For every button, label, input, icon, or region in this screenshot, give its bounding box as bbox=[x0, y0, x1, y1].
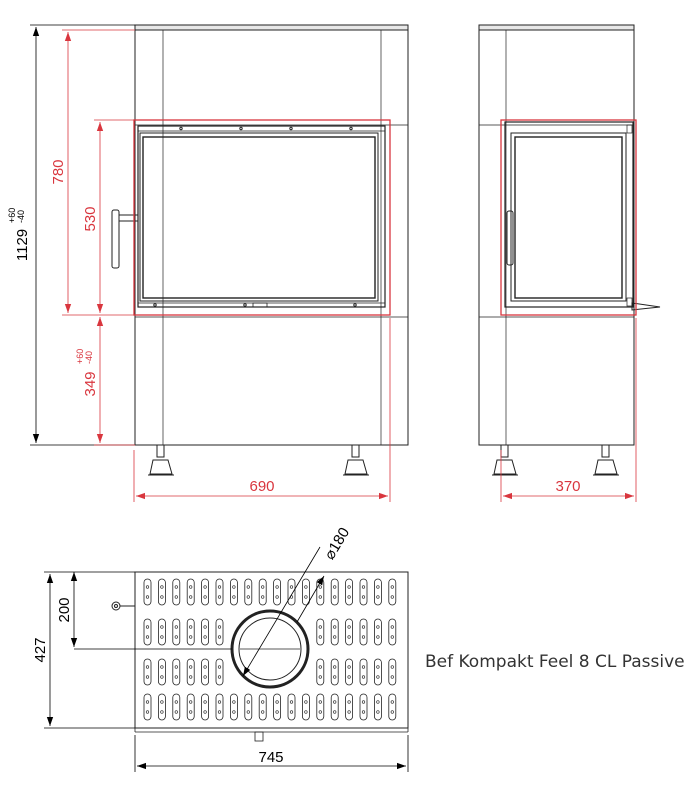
vent-hole bbox=[391, 701, 394, 704]
vent-hole bbox=[175, 711, 178, 714]
vent-slot bbox=[202, 659, 209, 685]
vent-slot bbox=[331, 659, 338, 685]
vent-slot bbox=[259, 579, 266, 605]
vent-slot bbox=[389, 619, 396, 645]
vent-slot bbox=[389, 694, 396, 720]
vent-hole bbox=[377, 676, 380, 679]
vent-slot bbox=[144, 694, 151, 720]
vent-hole bbox=[175, 626, 178, 629]
vent-hole bbox=[348, 666, 351, 669]
vent-hole bbox=[161, 701, 164, 704]
vent-hole bbox=[377, 586, 380, 589]
door-bottom-height-tol-minus: -40 bbox=[84, 350, 94, 364]
vent-hole bbox=[348, 586, 351, 589]
vent-hole bbox=[247, 701, 250, 704]
vent-hole bbox=[377, 701, 380, 704]
vent-hole bbox=[348, 636, 351, 639]
vent-hole bbox=[333, 701, 336, 704]
vent-hole bbox=[377, 636, 380, 639]
vent-slot bbox=[360, 579, 367, 605]
vent-slot bbox=[374, 694, 381, 720]
vent-hole bbox=[189, 676, 192, 679]
side-door-frame-highlight bbox=[501, 120, 636, 315]
vent-hole bbox=[204, 626, 207, 629]
vent-hole bbox=[333, 586, 336, 589]
vent-hole bbox=[391, 676, 394, 679]
vent-slot bbox=[202, 579, 209, 605]
vent-hole bbox=[175, 701, 178, 704]
door-height-label: 530 bbox=[82, 206, 99, 232]
vent-hole bbox=[391, 596, 394, 599]
vent-slot bbox=[317, 659, 324, 685]
vent-hole bbox=[218, 596, 221, 599]
vent-slot bbox=[202, 619, 209, 645]
vent-slot bbox=[389, 579, 396, 605]
vent-hole bbox=[146, 666, 149, 669]
vent-hole bbox=[348, 676, 351, 679]
vent-hole bbox=[161, 711, 164, 714]
vent-slot bbox=[216, 579, 223, 605]
vent-hole bbox=[218, 626, 221, 629]
total-height-tol-minus: -40 bbox=[16, 209, 26, 223]
side-view bbox=[479, 25, 660, 475]
vent-slot bbox=[374, 619, 381, 645]
vent-hole bbox=[146, 596, 149, 599]
door-bottom-height-label bbox=[75, 349, 99, 397]
vent-slot bbox=[389, 659, 396, 685]
vent-hole bbox=[146, 711, 149, 714]
vent-slot bbox=[144, 619, 151, 645]
total-height-tol-plus: +60 bbox=[7, 207, 17, 223]
vent-hole bbox=[175, 666, 178, 669]
vent-hole bbox=[276, 711, 279, 714]
vent-hole bbox=[305, 596, 308, 599]
vent-hole bbox=[204, 676, 207, 679]
vent-hole bbox=[204, 666, 207, 669]
vent-hole bbox=[204, 586, 207, 589]
vent-hole bbox=[233, 586, 236, 589]
vent-hole bbox=[161, 596, 164, 599]
vent-hole bbox=[319, 596, 322, 599]
vent-hole bbox=[362, 666, 365, 669]
vent-hole bbox=[247, 586, 250, 589]
vent-hole bbox=[161, 626, 164, 629]
vent-hole bbox=[261, 711, 264, 714]
vent-slot bbox=[302, 694, 309, 720]
top-depth-label: 427 bbox=[32, 637, 49, 663]
vent-slot bbox=[173, 659, 180, 685]
vent-hole bbox=[161, 636, 164, 639]
vent-hole bbox=[218, 586, 221, 589]
vent-slot bbox=[274, 579, 281, 605]
vent-hole bbox=[146, 586, 149, 589]
vent-slot bbox=[144, 579, 151, 605]
vent-hole bbox=[333, 636, 336, 639]
flue-diameter-label: ⌀180 bbox=[321, 524, 354, 563]
vent-hole bbox=[204, 596, 207, 599]
vent-slot bbox=[331, 579, 338, 605]
vent-slot bbox=[158, 579, 165, 605]
vent-slot bbox=[360, 694, 367, 720]
vent-hole bbox=[204, 711, 207, 714]
vent-hole bbox=[362, 596, 365, 599]
vent-hole bbox=[261, 701, 264, 704]
vent-slot bbox=[274, 694, 281, 720]
red-dimensions bbox=[62, 30, 636, 502]
vent-slot bbox=[331, 694, 338, 720]
vent-hole bbox=[290, 711, 293, 714]
vent-hole bbox=[391, 586, 394, 589]
vent-slot bbox=[259, 694, 266, 720]
vent-slot bbox=[230, 579, 237, 605]
vent-hole bbox=[204, 636, 207, 639]
vent-hole bbox=[175, 596, 178, 599]
total-height-value: 1129 bbox=[14, 228, 31, 262]
vent-hole bbox=[233, 701, 236, 704]
vent-hole bbox=[333, 626, 336, 629]
vent-hole bbox=[189, 596, 192, 599]
vent-slot bbox=[317, 694, 324, 720]
vent-hole bbox=[348, 701, 351, 704]
vent-hole bbox=[233, 711, 236, 714]
vent-hole bbox=[362, 676, 365, 679]
vent-hole bbox=[290, 586, 293, 589]
total-height-label bbox=[7, 208, 31, 261]
vent-slot bbox=[346, 694, 353, 720]
vent-hole bbox=[218, 636, 221, 639]
vent-hole bbox=[276, 701, 279, 704]
vent-slot bbox=[288, 579, 295, 605]
door-top-height-label: 780 bbox=[50, 159, 67, 185]
vent-hole bbox=[189, 701, 192, 704]
vent-slot bbox=[187, 619, 194, 645]
front-width-label: 690 bbox=[249, 478, 275, 495]
vent-slot bbox=[187, 694, 194, 720]
vent-slot bbox=[288, 694, 295, 720]
vent-hole bbox=[189, 586, 192, 589]
vent-hole bbox=[305, 586, 308, 589]
vent-hole bbox=[348, 711, 351, 714]
vent-hole bbox=[319, 676, 322, 679]
vent-slot bbox=[173, 694, 180, 720]
vent-hole bbox=[146, 701, 149, 704]
vent-hole bbox=[333, 666, 336, 669]
vent-hole bbox=[233, 596, 236, 599]
vent-hole bbox=[276, 586, 279, 589]
vent-slot bbox=[216, 694, 223, 720]
vent-slot bbox=[245, 579, 252, 605]
vent-hole bbox=[146, 636, 149, 639]
vent-hole bbox=[391, 666, 394, 669]
front-view bbox=[112, 25, 408, 475]
vent-hole bbox=[276, 596, 279, 599]
top-view bbox=[112, 572, 408, 741]
vent-hole bbox=[175, 676, 178, 679]
vent-hole bbox=[261, 596, 264, 599]
vent-slot bbox=[346, 579, 353, 605]
vent-hole bbox=[218, 666, 221, 669]
vent-slot bbox=[187, 659, 194, 685]
vent-hole bbox=[175, 586, 178, 589]
vent-hole bbox=[161, 666, 164, 669]
vent-slot bbox=[216, 659, 223, 685]
vent-hole bbox=[362, 701, 365, 704]
vent-slot bbox=[173, 579, 180, 605]
vent-hole bbox=[391, 711, 394, 714]
front-door-frame-highlight bbox=[134, 120, 390, 315]
vent-hole bbox=[146, 676, 149, 679]
vent-hole bbox=[247, 711, 250, 714]
vent-slot bbox=[331, 619, 338, 645]
vent-slot bbox=[158, 694, 165, 720]
vent-slot bbox=[346, 659, 353, 685]
vent-hole bbox=[189, 636, 192, 639]
vent-hole bbox=[319, 701, 322, 704]
door-bottom-height-value: 349 bbox=[82, 371, 99, 397]
vent-hole bbox=[377, 596, 380, 599]
vent-hole bbox=[218, 676, 221, 679]
vent-slot bbox=[144, 659, 151, 685]
vent-hole bbox=[362, 626, 365, 629]
vent-slot bbox=[346, 619, 353, 645]
vent-slot bbox=[360, 659, 367, 685]
vent-slot bbox=[216, 619, 223, 645]
vent-hole bbox=[204, 701, 207, 704]
vent-hole bbox=[377, 711, 380, 714]
vent-hole bbox=[319, 636, 322, 639]
vent-hole bbox=[348, 626, 351, 629]
vent-hole bbox=[377, 666, 380, 669]
vent-hole bbox=[319, 711, 322, 714]
flue-offset-label: 200 bbox=[56, 597, 73, 623]
vent-hole bbox=[146, 626, 149, 629]
vent-hole bbox=[319, 626, 322, 629]
vent-hole bbox=[161, 676, 164, 679]
side-width-label: 370 bbox=[555, 478, 581, 495]
vent-hole bbox=[305, 701, 308, 704]
top-width-label: 745 bbox=[258, 749, 284, 766]
vent-hole bbox=[362, 586, 365, 589]
vent-hole bbox=[247, 596, 250, 599]
vent-hole bbox=[218, 711, 221, 714]
vent-hole bbox=[362, 711, 365, 714]
vent-hole bbox=[391, 626, 394, 629]
vent-slot bbox=[374, 579, 381, 605]
vent-hole bbox=[189, 626, 192, 629]
vent-slot bbox=[158, 659, 165, 685]
vent-hole bbox=[333, 676, 336, 679]
vent-slot bbox=[202, 694, 209, 720]
vent-hole bbox=[161, 586, 164, 589]
vent-hole bbox=[333, 711, 336, 714]
vent-hole bbox=[189, 711, 192, 714]
vent-hole bbox=[319, 666, 322, 669]
product-name-caption: Bef Kompakt Feel 8 CL Passive bbox=[425, 652, 685, 672]
vent-hole bbox=[218, 701, 221, 704]
vent-slot bbox=[230, 694, 237, 720]
vent-slot bbox=[302, 579, 309, 605]
vent-slot bbox=[317, 619, 324, 645]
vent-hole bbox=[189, 666, 192, 669]
vent-hole bbox=[362, 636, 365, 639]
vent-hole bbox=[333, 596, 336, 599]
vent-hole bbox=[175, 636, 178, 639]
vent-hole bbox=[290, 701, 293, 704]
vent-slot bbox=[187, 579, 194, 605]
vent-slot bbox=[158, 619, 165, 645]
vent-slot bbox=[173, 619, 180, 645]
vent-slot bbox=[360, 619, 367, 645]
vent-hole bbox=[391, 636, 394, 639]
vent-hole bbox=[319, 586, 322, 589]
vent-hole bbox=[261, 586, 264, 589]
door-bottom-height-tol-plus: +60 bbox=[75, 348, 85, 364]
vent-hole bbox=[348, 596, 351, 599]
vent-slot bbox=[245, 694, 252, 720]
vent-slot bbox=[374, 659, 381, 685]
vent-hole bbox=[305, 711, 308, 714]
vent-hole bbox=[377, 626, 380, 629]
